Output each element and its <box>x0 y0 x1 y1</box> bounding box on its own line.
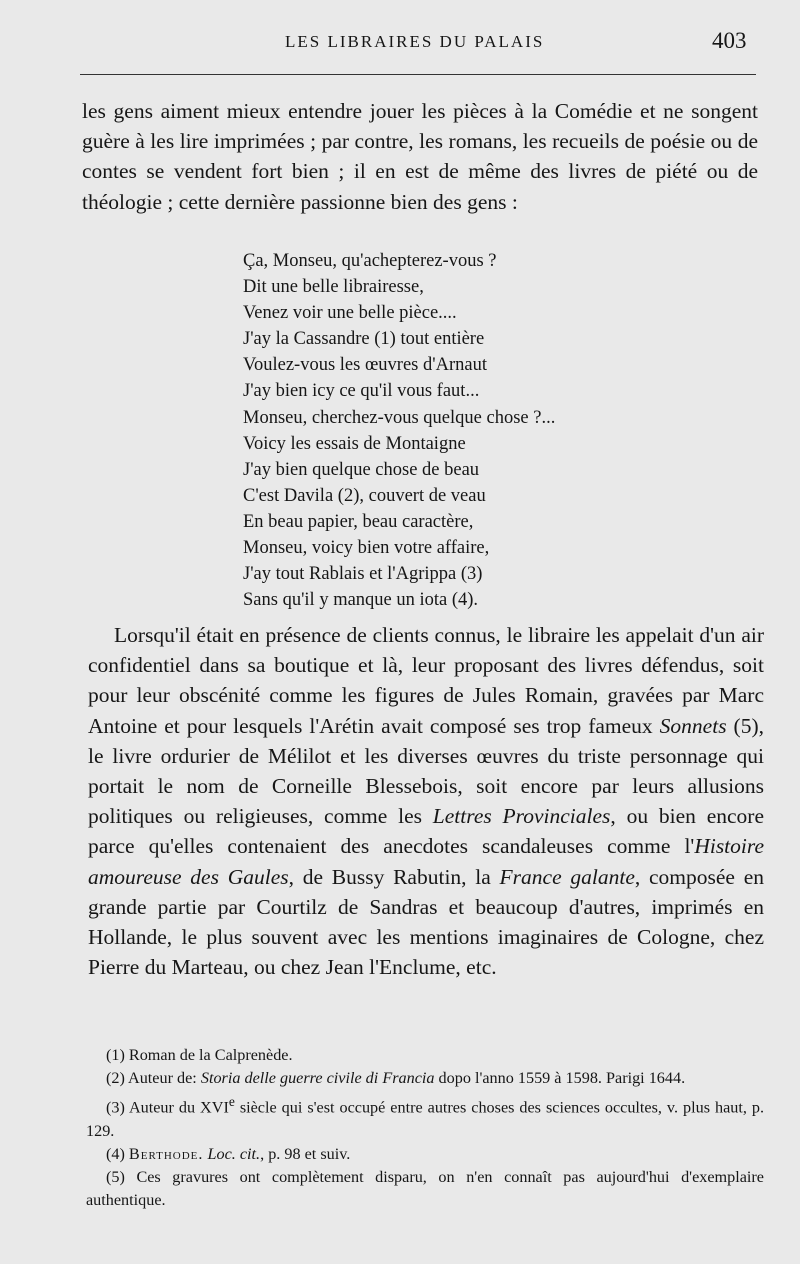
footnote-italic-title: Storia delle guerre civile di Francia <box>200 1069 435 1088</box>
footnote-text: (2) Auteur de: <box>106 1069 201 1088</box>
footnote-author: Berthode. <box>128 1144 204 1163</box>
page-number: 403 <box>712 28 747 53</box>
verse-line: Ça, Monseu, qu'achepterez-vous ? <box>243 251 497 271</box>
footnote-text: siècle qui s'est occupé entre autres choses des sciences occultes, v. plus haut, p. 129. <box>86 1098 765 1140</box>
header-rule <box>80 74 756 75</box>
verse-line: Sans qu'il y manque un iota (4). <box>243 590 479 611</box>
verse-line: J'ay la Cassandre (1) tout entière <box>243 329 485 350</box>
footnotes <box>86 1044 764 1212</box>
footnote-text: (3) Auteur du XVI <box>106 1098 229 1117</box>
footnote-5: (5) Ces gravures ont complètement disparu, on n'en connaît pas aujourd'hui d'exemplaire authentique. <box>86 1167 764 1209</box>
verse-line: J'ay bien quelque chose de beau <box>243 459 480 480</box>
footnote-2 <box>86 1067 764 1090</box>
main-text: , ou bien encore parce qu'elles contenaient des anecdotes scandaleuses comme l' <box>88 804 764 859</box>
running-head <box>0 28 800 62</box>
main-paragraph <box>88 620 764 982</box>
footnote-text: , p. 98 et suiv. <box>260 1144 351 1163</box>
footnote-1: (1) Roman de la Calprenède. <box>106 1046 293 1064</box>
verse-line: Venez voir une belle pièce.... <box>243 303 457 324</box>
footnote-text: (4) <box>106 1144 129 1163</box>
footnote-4 <box>86 1143 764 1166</box>
main-text: (5), le livre ordurier de Mélilot et les diverses œuvres du triste personnage qui portait le nom de Corneille Blessebois, soit encore par leurs allusions politiques ou religieuses, comme les <box>88 713 764 829</box>
verse-block <box>243 248 683 613</box>
main-text: , composée en grande partie par Courtilz de Sandras et beaucoup d'autres, imprimés en Hollande, le plus souvent avec les mentions imaginaires de Cologne, chez Pierre du Marteau, ou chez Jean l'Enclume, etc. <box>88 864 764 980</box>
footnote-superscript: e <box>228 1094 235 1110</box>
verse-line: Voicy les essais de Montaigne <box>243 433 466 454</box>
verse-line: Monseu, cherchez-vous quelque chose ?... <box>243 407 556 428</box>
verse-line: En beau papier, beau caractère, <box>243 511 474 532</box>
verse-line: C'est Davila (2), couvert de veau <box>243 485 486 506</box>
italic-title-provinciales: Lettres Provinciales <box>432 804 611 829</box>
footnote-text: dopo l'anno 1559 à 1598. Parigi 1644. <box>434 1069 686 1088</box>
verse-line: J'ay tout Rablais et l'Agrippa (3) <box>243 564 483 585</box>
italic-title-france-galante: France galante <box>499 864 635 889</box>
italic-title-sonnets: Sonnets <box>659 713 727 738</box>
main-text: Lorsqu'il était en présence de clients connus, le libraire les appelait d'un air confidentiel dans sa boutique et là, leur proposant des livres défendus, soit pour leur obscénité comme les figures de Jules Romain, gravées par Marc Antoine et pour lesquels l'Arétin avait composé ses trop fameux <box>88 623 764 738</box>
footnote-italic-ref: Loc. cit. <box>207 1144 261 1163</box>
footnote-3 <box>86 1090 764 1143</box>
verse-line: Voulez-vous les œuvres d'Arnaut <box>243 355 487 376</box>
verse-line: Dit une belle librairesse, <box>243 277 424 298</box>
verse-line: J'ay bien icy ce qu'il vous faut... <box>243 381 480 402</box>
running-title: LES LIBRAIRES DU PALAIS <box>285 32 545 51</box>
intro-paragraph: les gens aiment mieux entendre jouer les pièces à la Comédie et ne songent guère à les lire imprimées ; par contre, les romans, les recueils de poésie ou de contes se vendent fort bien ; il en est de même des livres de piété ou de théologie ; cette dernière passionne bien des gens : <box>82 99 758 214</box>
verse-line: Monseu, voicy bien votre affaire, <box>243 538 490 559</box>
italic-title-histoire: Histoire amoureuse des Gaules <box>88 834 764 889</box>
main-text: , de Bussy Rabutin, la <box>288 864 500 889</box>
